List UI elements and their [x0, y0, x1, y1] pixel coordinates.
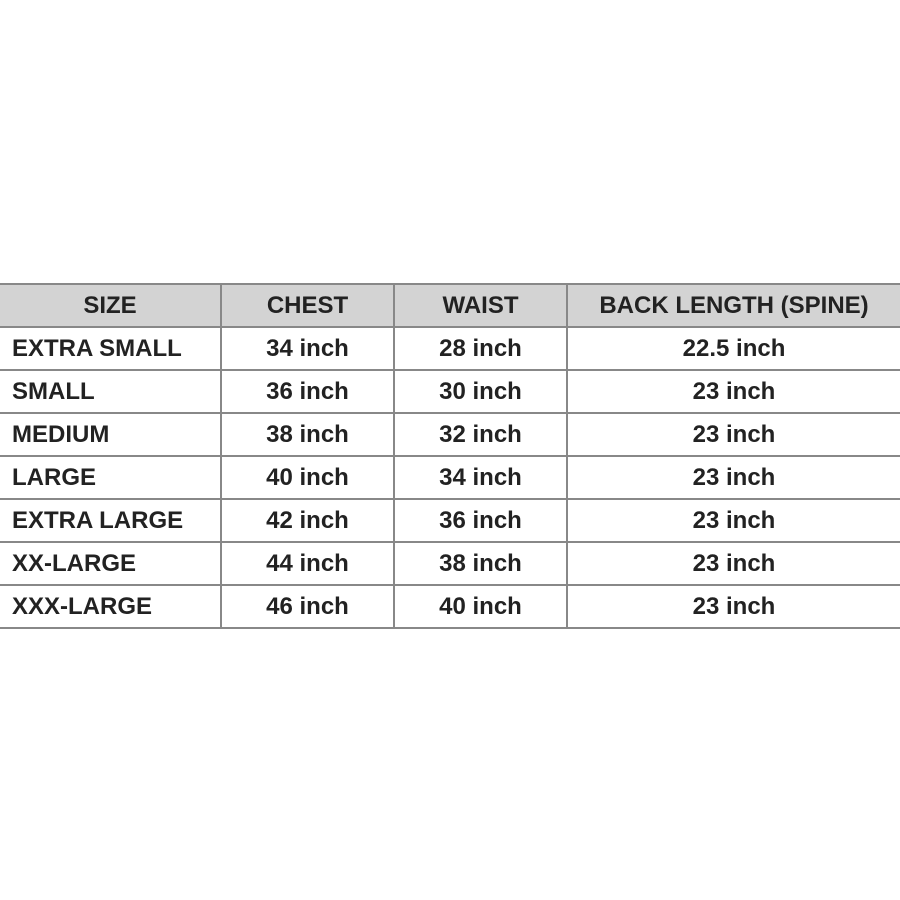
cell-size: LARGE [0, 456, 221, 499]
cell-back-length: 23 inch [567, 456, 900, 499]
table-body [0, 327, 900, 628]
cell-back-length: 23 inch [567, 542, 900, 585]
cell-waist: 38 inch [394, 542, 567, 585]
cell-waist: 36 inch [394, 499, 567, 542]
table-header [0, 284, 900, 327]
header-waist: WAIST [394, 284, 567, 327]
table-row [0, 585, 900, 628]
cell-chest: 42 inch [221, 499, 394, 542]
table-row [0, 327, 900, 370]
cell-back-length: 23 inch [567, 413, 900, 456]
table-row [0, 499, 900, 542]
cell-chest: 40 inch [221, 456, 394, 499]
cell-size: MEDIUM [0, 413, 221, 456]
cell-chest: 36 inch [221, 370, 394, 413]
cell-size: SMALL [0, 370, 221, 413]
header-row [0, 284, 900, 327]
header-back-length: BACK LENGTH (SPINE) [567, 284, 900, 327]
cell-size: XX-LARGE [0, 542, 221, 585]
header-chest: CHEST [221, 284, 394, 327]
cell-waist: 28 inch [394, 327, 567, 370]
cell-back-length: 23 inch [567, 370, 900, 413]
cell-chest: 38 inch [221, 413, 394, 456]
table-row [0, 413, 900, 456]
table-row [0, 370, 900, 413]
cell-waist: 40 inch [394, 585, 567, 628]
table-row [0, 456, 900, 499]
cell-chest: 46 inch [221, 585, 394, 628]
table-row [0, 542, 900, 585]
header-size: SIZE [0, 284, 221, 327]
cell-size: EXTRA SMALL [0, 327, 221, 370]
cell-back-length: 23 inch [567, 585, 900, 628]
cell-chest: 34 inch [221, 327, 394, 370]
size-chart-table [0, 283, 900, 629]
cell-chest: 44 inch [221, 542, 394, 585]
cell-back-length: 22.5 inch [567, 327, 900, 370]
cell-waist: 32 inch [394, 413, 567, 456]
cell-size: EXTRA LARGE [0, 499, 221, 542]
cell-size: XXX-LARGE [0, 585, 221, 628]
cell-waist: 30 inch [394, 370, 567, 413]
cell-waist: 34 inch [394, 456, 567, 499]
cell-back-length: 23 inch [567, 499, 900, 542]
